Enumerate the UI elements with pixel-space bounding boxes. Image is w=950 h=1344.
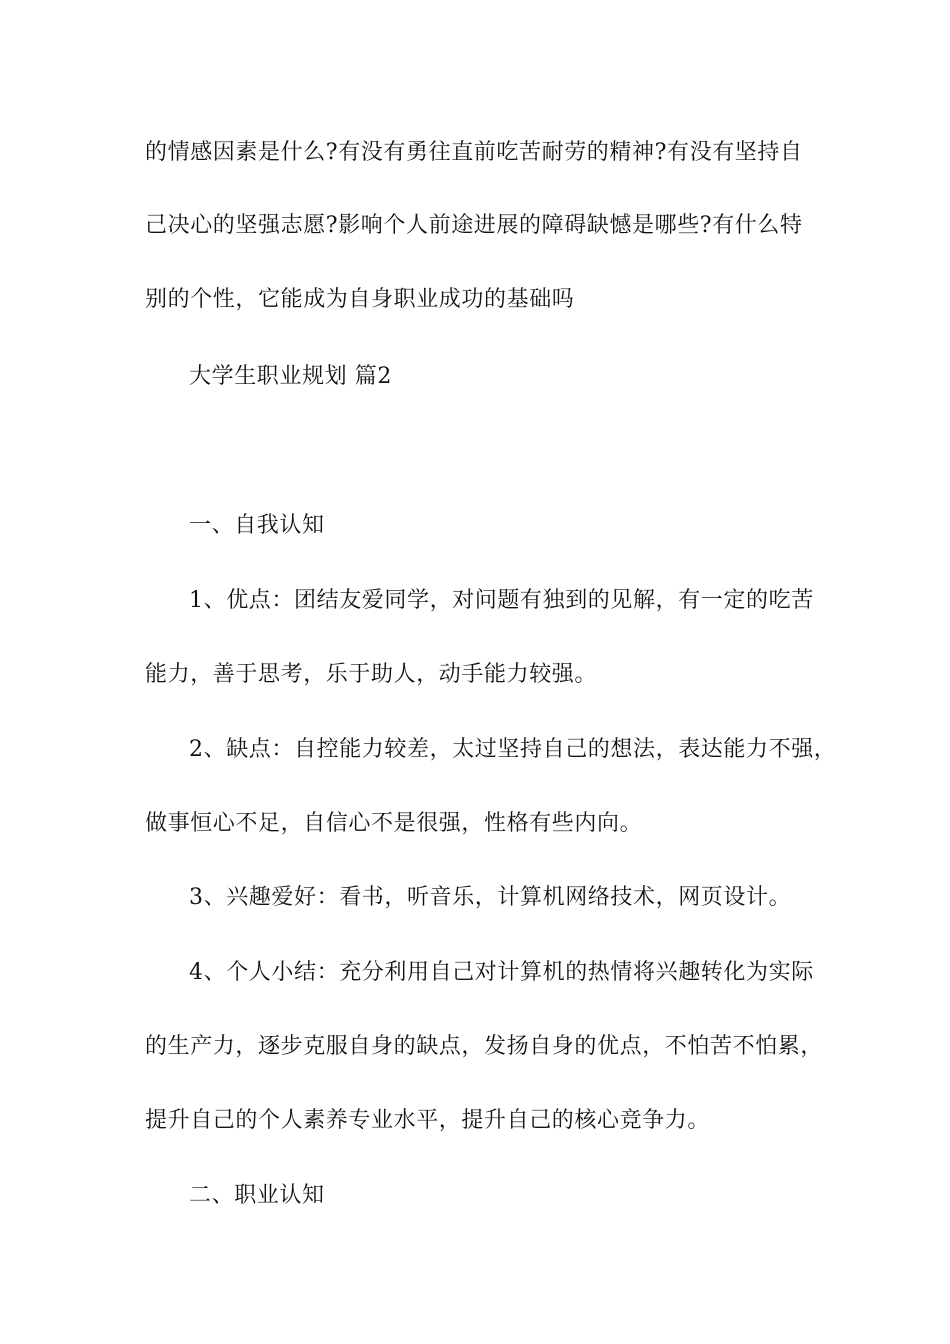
section-title: 大学生职业规划 篇2 <box>189 364 392 389</box>
paragraph-line: 己决心的坚强志愿?影响个人前途进展的障碍缺憾是哪些?有什么特 <box>145 213 803 238</box>
paragraph-line: 的生产力，逐步克服自身的缺点，发扬自身的优点，不怕苦不怕累， <box>145 1034 824 1059</box>
paragraph-line: 3、兴趣爱好：看书，听音乐，计算机网络技术，网页设计。 <box>189 885 792 910</box>
paragraph-line: 能力，善于思考，乐于助人，动手能力较强。 <box>145 662 598 687</box>
paragraph-line: 做事恒心不足，自信心不是很强，性格有些内向。 <box>145 811 643 836</box>
paragraph-line: 2、缺点：自控能力较差，太过坚持自己的想法，表达能力不强， <box>189 737 837 762</box>
heading-career-cognition: 二、职业认知 <box>189 1183 325 1208</box>
paragraph-line: 的情感因素是什么?有没有勇往直前吃苦耐劳的精神?有没有坚持自 <box>145 140 803 165</box>
heading-self-cognition: 一、自我认知 <box>189 513 325 538</box>
paragraph-line: 1、优点：团结友爱同学，对问题有独到的见解，有一定的吃苦 <box>189 588 814 613</box>
paragraph-line: 别的个性，它能成为自身职业成功的基础吗 <box>145 287 575 312</box>
paragraph-line: 4、个人小结：充分利用自己对计算机的热情将兴趣转化为实际 <box>189 960 814 985</box>
paragraph-line: 提升自己的个人素养专业水平，提升自己的核心竞争力。 <box>145 1108 711 1133</box>
